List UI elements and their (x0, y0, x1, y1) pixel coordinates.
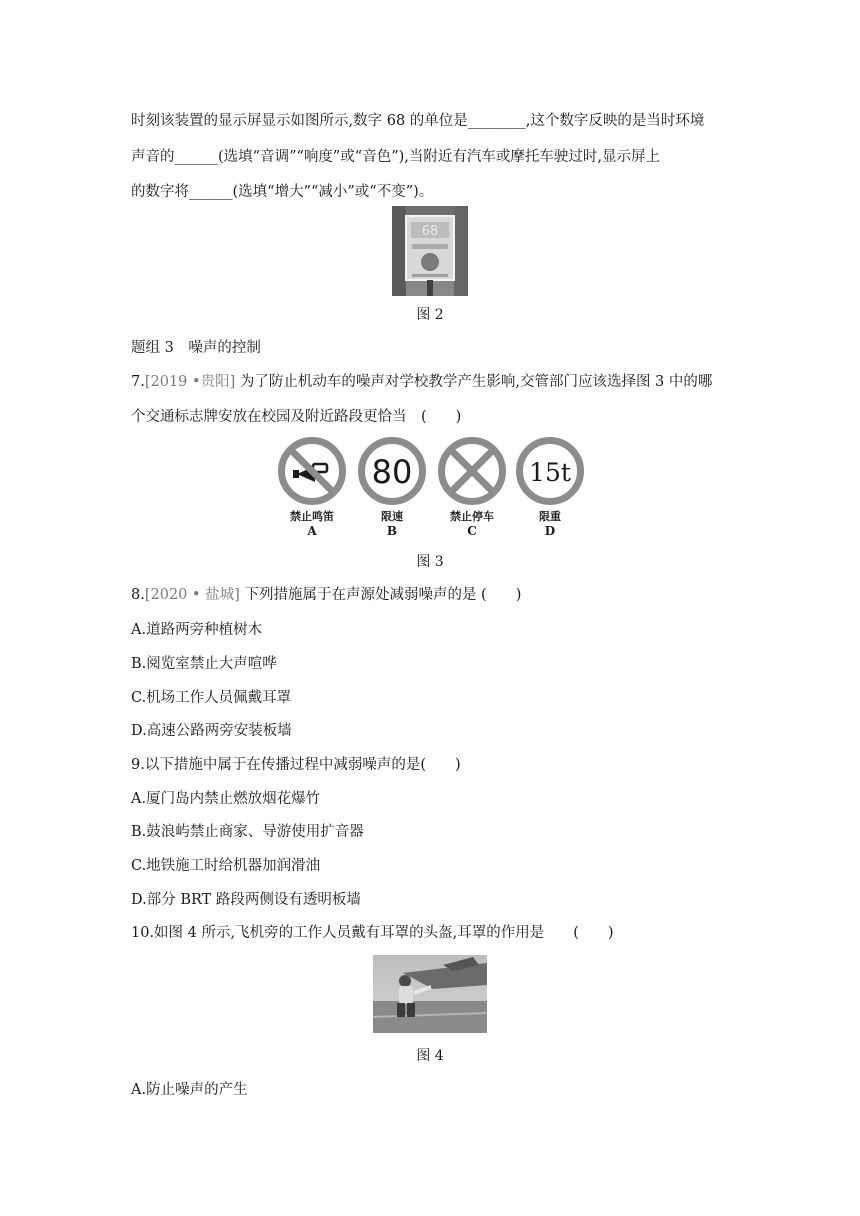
q8-line (131, 585, 521, 605)
q7-number: 7. (131, 374, 145, 390)
figure-3-caption: 图 3 (416, 554, 444, 570)
q8-option-b: B.阅览室禁止大声喧哗 (131, 656, 277, 672)
q7-line-2: 个交通标志牌安放在校园及附近路段更恰当 ( ) (131, 409, 462, 425)
figure-3-traffic-signs (272, 436, 588, 540)
figure-4-aircraft-worker-photo (373, 955, 487, 1033)
monitor-display-digits: 68 (421, 224, 439, 239)
noise-monitor-photo-image (392, 206, 468, 296)
sign-b-speed-limit (357, 436, 427, 506)
sign-c-label: 禁止停车 (450, 510, 494, 523)
q9-option-d: D.部分 BRT 路段两侧设有透明板墙 (131, 892, 361, 908)
q6-line-3: 的数字将______(选填“增大”“减小”或“不变”)。 (131, 184, 434, 200)
figure-4-caption: 图 4 (416, 1048, 444, 1064)
q8-option-d: D.高速公路两旁安装板墙 (131, 723, 292, 739)
weight-limit-value: 15t (529, 458, 571, 487)
q7-line-1 (131, 372, 712, 392)
sign-a-letter: A (307, 524, 317, 538)
sign-a-label: 禁止鸣笛 (290, 510, 334, 523)
q9-option-b: B.鼓浪屿禁止商家、导游使用扩音器 (131, 824, 364, 840)
q8-option-a: A.道路两旁种植树木 (131, 622, 263, 638)
aircraft-worker-photo-image (373, 955, 487, 1033)
sign-d-label: 限重 (539, 510, 561, 523)
q8-text: 下列措施属于在声源处减弱噪声的是 ( ) (239, 587, 522, 603)
sign-c-no-parking (437, 436, 507, 506)
figure-2-noise-monitor-photo (392, 206, 468, 296)
q9-text: 9.以下措施中属于在传播过程中减弱噪声的是( ) (131, 757, 461, 773)
sign-d-letter: D (544, 524, 556, 538)
sign-c-letter: C (467, 524, 477, 538)
q7-text-1: 为了防止机动车的噪声对学校教学产生影响,交管部门应该选择图 3 中的哪 (235, 374, 713, 390)
group-3-heading: 题组 3 噪声的控制 (131, 340, 261, 356)
q10-text: 10.如图 4 所示,飞机旁的工作人员戴有耳罩的头盔,耳罩的作用是 ( ) (131, 925, 614, 941)
sign-d-weight-limit (515, 436, 585, 506)
sign-b-label: 限速 (381, 510, 403, 523)
q8-source: [2020 • 盐城] (144, 587, 240, 603)
sign-b-letter: B (386, 524, 398, 538)
q7-source: [2019 •贵阳] (144, 374, 236, 390)
q6-line-1: 时刻该装置的显示屏显示如图所示,数字 68 的单位是________,这个数字反映的是当时环境 (131, 113, 705, 129)
speed-limit-value: 80 (371, 453, 413, 491)
q8-option-c: C.机场工作人员佩戴耳罩 (131, 690, 292, 706)
q9-option-a: A.厦门岛内禁止燃放烟花爆竹 (131, 791, 321, 807)
figure-2-caption: 图 2 (416, 307, 444, 323)
q9-option-c: C.地铁施工时给机器加润滑油 (131, 858, 321, 874)
q10-option-a: A.防止噪声的产生 (131, 1082, 248, 1098)
q8-number: 8. (131, 587, 145, 603)
q6-line-2: 声音的______(选填“音调”“响度”或“音色”),当附近有汽车或摩托车驶过时,显示屏上 (131, 149, 661, 165)
sign-a-no-horn (277, 436, 347, 506)
